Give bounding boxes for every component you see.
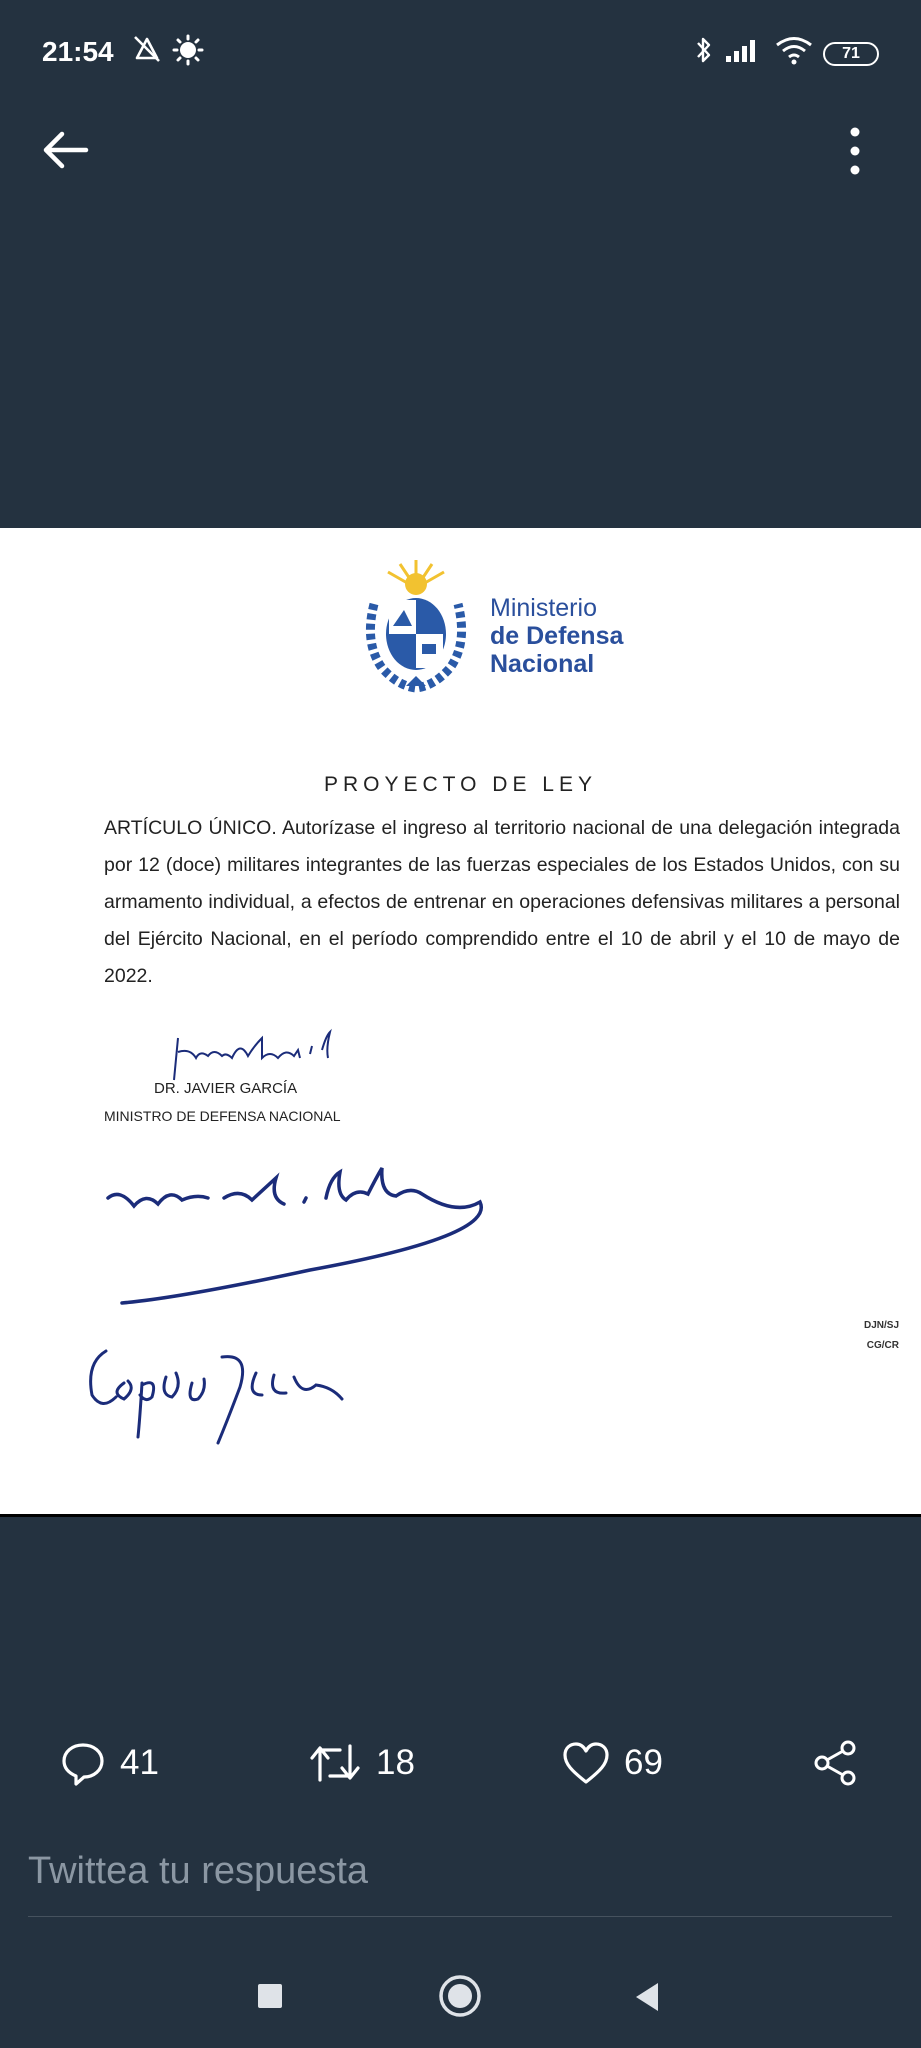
tweet-image-document[interactable] [0,528,921,1515]
reference-line-2: CG/CR [866,1340,899,1351]
nav-home-icon[interactable] [438,1974,482,2018]
like-button[interactable] [562,1735,663,1791]
retweet-icon [308,1740,362,1786]
document-body: ARTÍCULO ÚNICO. Autorízase el ingreso al territorio nacional de una delegación integrada por 12 (doce) militares integrantes de las fuerzas especiales de los Estados Unidos, con su armamento individual, a efectos de entrenar en operaciones defensivas militares a personal del Ejército Nacional, en el período comprendido entre el 10 de abril y el 10 de mayo de 2022. [104,817,900,987]
image-bottom-edge [0,1514,921,1517]
signal-icon [724,34,764,66]
battery-icon: 71 [823,42,879,66]
nav-back-icon[interactable] [632,1980,662,2014]
signatory-name: DR. JAVIER GARCÍA [154,1080,298,1097]
uruguay-coat-of-arms-logo [356,558,476,693]
like-icon [562,1740,610,1786]
document-reference [864,1316,899,1356]
more-options-icon[interactable] [840,126,870,176]
reference-line-1: DJN/SJ [863,1320,899,1331]
ministry-line-2: de Defensa [490,622,624,650]
back-arrow-icon[interactable] [40,128,90,172]
signatory-role: MINISTRO DE DEFENSA NACIONAL [104,1108,341,1124]
document-title: PROYECTO DE LEY [323,773,597,796]
signature-garcia [170,1028,370,1088]
bluetooth-icon [694,34,714,66]
retweet-count: 18 [376,1743,415,1782]
share-icon [812,1739,860,1787]
status-time: 21:54 [42,36,114,67]
status-bar [0,0,921,110]
system-nav-bar [0,1952,921,2048]
signature-2 [100,1148,500,1308]
alarm-off-icon [132,34,162,64]
ministry-line-3: Nacional [490,650,595,678]
wifi-icon [774,34,814,66]
reply-input[interactable]: Twittea tu respuesta [28,1850,892,1917]
like-count: 69 [624,1743,663,1782]
retweet-button[interactable] [308,1735,415,1791]
ministry-line-1: Ministerio [490,594,597,622]
reply-count: 41 [120,1743,159,1782]
share-button[interactable] [812,1735,860,1791]
reply-button[interactable] [60,1735,159,1791]
ministry-logo-text [490,594,623,678]
brightness-icon [172,34,204,66]
reply-icon [60,1740,106,1786]
signature-3 [80,1333,400,1463]
tweet-actions-bar [0,1735,921,1791]
nav-recents-icon[interactable] [256,1982,284,2010]
